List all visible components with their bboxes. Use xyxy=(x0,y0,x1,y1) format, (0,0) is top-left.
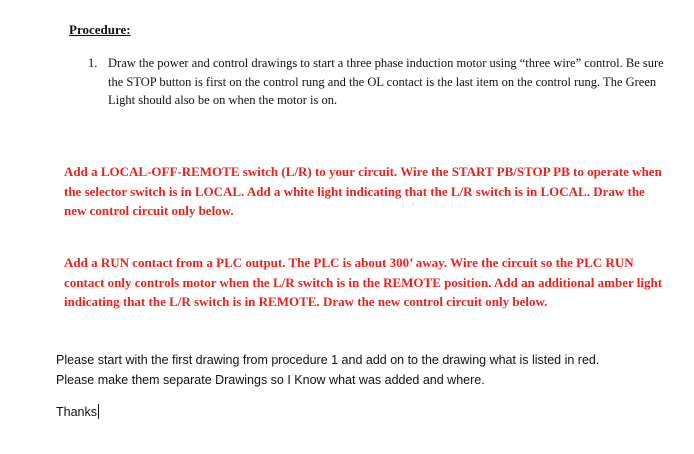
procedure-item-number: 1. xyxy=(88,56,98,70)
note-paragraph[interactable] xyxy=(56,350,676,390)
signoff-text[interactable]: Thanks xyxy=(56,405,97,419)
text-cursor xyxy=(98,404,99,419)
procedure-heading: Procedure: xyxy=(69,22,131,37)
note-line-2[interactable]: Please make them separate Drawings so I Know what was added and where. xyxy=(56,373,485,387)
procedure-item-1 xyxy=(88,54,668,110)
note-line-1[interactable]: Please start with the first drawing from procedure 1 and add on to the drawing what is listed in red. xyxy=(56,353,600,367)
red-instruction-plc-run: Add a RUN contact from a PLC output. The PLC is about 300’ away. Wire the circuit so the PLC RUN contact only controls motor when the L/R switch is in the REMOTE position. Add an additional amber light indicating that the L/R switch is in REMOTE. Draw the new control circuit only below. xyxy=(64,255,663,309)
red-instruction-local-off-remote: Add a LOCAL-OFF-REMOTE switch (L/R) to your circuit. Wire the START PB/STOP PB to operate when the selector switch is in LOCAL. Add a white light indicating that the L/R switch is in LOCAL. Draw the new control circuit only below. xyxy=(64,164,662,218)
signoff-paragraph[interactable] xyxy=(56,402,676,422)
procedure-item-text: Draw the power and control drawings to start a three phase induction motor using “three wire” control. Be sure the STOP button is first on the control rung and the OL contact is the last item on the control rung. The Green Light should also be on when the motor is on. xyxy=(108,56,664,107)
